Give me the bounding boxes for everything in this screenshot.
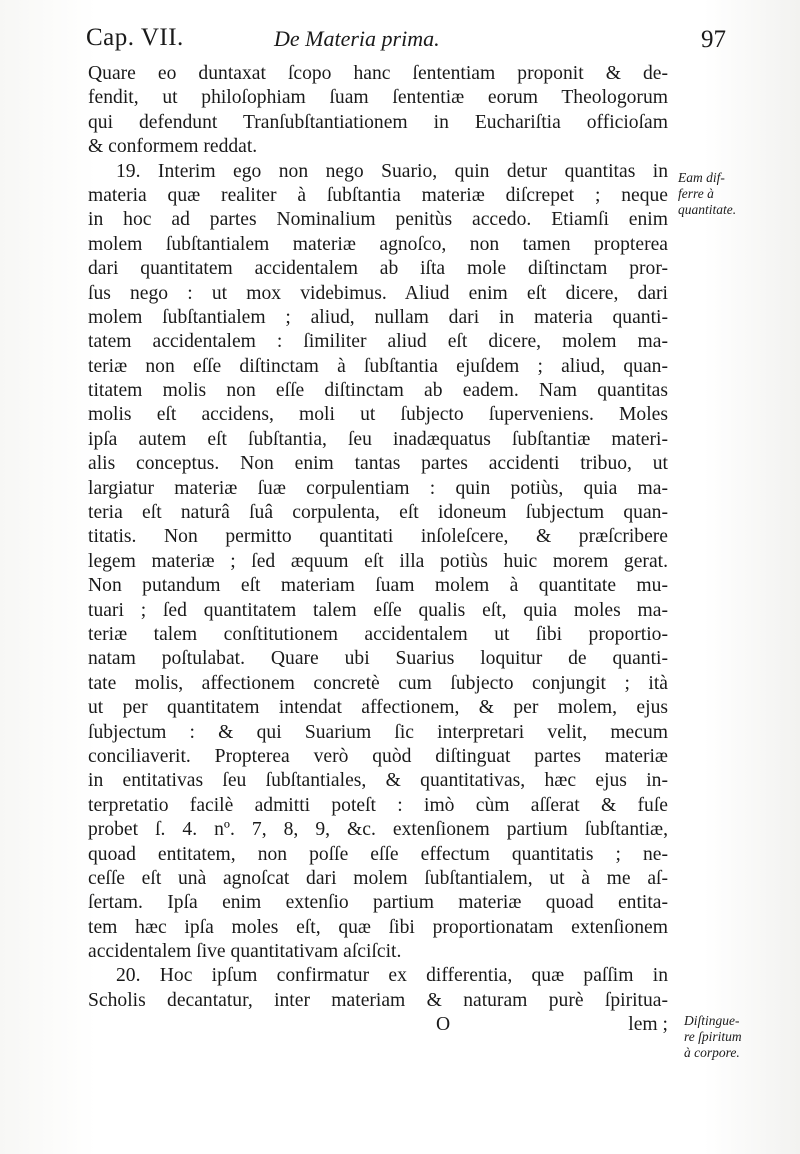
margin-note-line: ferre à bbox=[678, 186, 714, 201]
text-line: ipſa autem eſt ſubſtantia, ſeu inadæquatus ſubſtantiæ materi- bbox=[88, 428, 668, 450]
text-line: natam poſtulabat. Quare ubi Suarius loquitur de quanti- bbox=[88, 648, 668, 670]
text-line: molem ſubſtantialem materiæ agnoſco, non tamen propterea bbox=[88, 233, 668, 255]
text-line: Scholis decantatur, inter materiam & naturam purè ſpiritua- bbox=[88, 989, 668, 1011]
running-header bbox=[86, 20, 726, 60]
text-line: in entitativas ſeu ſubſtantiales, & quantitativas, hæc ejus in- bbox=[88, 770, 668, 792]
paragraph-20-start: 20. Hoc ipſum confirmatur ex differentia, quæ paſſim in bbox=[116, 965, 668, 987]
margin-note-line: Diſtingue- bbox=[684, 1013, 740, 1028]
margin-note-line: quantitate. bbox=[678, 202, 737, 217]
text-line: ſus nego : ut mox videbimus. Aliud enim eſt dicere, dari bbox=[88, 282, 668, 304]
page-number: 97 bbox=[701, 26, 726, 53]
footer-line bbox=[88, 1013, 668, 1037]
text-line: terpretatio facilè admitti poteſt : imò cùm aſſerat & fuſe bbox=[88, 794, 668, 816]
text-line: legem materiæ ; ſed æquum eſt illa potiùs huic morem gerat. bbox=[88, 550, 668, 572]
text-line: materia quæ realiter à ſubſtantia materiæ diſcrepet ; neque bbox=[88, 184, 668, 206]
text-line: tuari ; ſed quantitatem talem eſſe qualis eſt, quia moles ma- bbox=[88, 599, 668, 621]
text-line: dari quantitatem accidentalem ab iſta mole diſtinctam pror- bbox=[88, 258, 668, 280]
text-line: probet ſ. 4. nº. 7, 8, 9, &c. extenſionem partium ſubſtantiæ, bbox=[88, 819, 668, 841]
body-text bbox=[88, 62, 668, 1038]
text-line: quoad entitatem, non poſſe eſſe effectum quantitatis ; ne- bbox=[88, 843, 668, 865]
margin-note-line: à corpore. bbox=[684, 1045, 740, 1060]
text-line: alis conceptus. Non enim tantas partes accidenti tribuo, ut bbox=[88, 453, 668, 475]
text-line: ſertam. Ipſa enim extenſio partium materiæ quoad entita- bbox=[88, 892, 668, 914]
text-line: tate molis, affectionem concretè cum ſubjecto conjungit ; ità bbox=[88, 672, 668, 694]
text-line: molis eſt accidens, moli ut ſubjecto ſuperveniens. Moles bbox=[88, 404, 668, 426]
margin-note-quantity bbox=[678, 170, 788, 218]
text-line: tatem accidentalem : ſimiliter aliud eſt dicere, molem ma- bbox=[88, 331, 668, 353]
text-line: qui defendunt Tranſubſtantiationem in Euchariſtia officioſam bbox=[88, 111, 668, 133]
margin-note-line: Eam dif- bbox=[678, 170, 725, 185]
text-line: ſubjectum : & qui Suarium ſic interpretari velit, mecum bbox=[88, 721, 668, 743]
text-line: tem hæc ipſa moles eſt, quæ ſibi proportionatam extenſionem bbox=[88, 916, 668, 938]
chapter-heading: Cap. VII. bbox=[86, 24, 184, 51]
text-line: in hoc ad partes Nominalium penitùs accedo. Etiamſi enim bbox=[88, 209, 668, 231]
paragraph-19-start: 19. Interim ego non nego Suario, quin detur quantitas in bbox=[116, 160, 668, 182]
text-line: ut per quantitatem intendat affectionem, & per molem, ejus bbox=[88, 697, 668, 719]
text-line: titatis. Non permitto quantitati inſoleſcere, & præſcribere bbox=[88, 526, 668, 548]
text-line: titatem molis non eſſe diſtinctam ab eadem. Nam quantitas bbox=[88, 380, 668, 402]
text-line: ceſſe eſt unà agnoſcat dari molem ſubſtantialem, ut à me aſ- bbox=[88, 867, 668, 889]
text-line: largiatur materiæ ſuæ corpulentiam : quin potiùs, quia ma- bbox=[88, 477, 668, 499]
margin-note-line: re ſpiritum bbox=[684, 1029, 742, 1044]
text-line: molem ſubſtantialem ; aliud, nullam dari in materia quanti- bbox=[88, 306, 668, 328]
text-line: & conformem reddat. bbox=[88, 136, 258, 158]
text-line: teriæ non eſſe diſtinctam à ſubſtantia ejuſdem ; aliud, quan- bbox=[88, 355, 668, 377]
text-line: conciliaverit. Propterea verò quòd diſtinguat partes materiæ bbox=[88, 745, 668, 767]
signature-mark: O bbox=[436, 1014, 451, 1036]
text-line: Non putandum eſt materiam ſuam molem à quantitate mu- bbox=[88, 575, 668, 597]
margin-note-spirit bbox=[684, 1013, 794, 1061]
text-line: Quare eo duntaxat ſcopo hanc ſententiam proponit & de- bbox=[88, 63, 668, 84]
text-line: teriæ talem conſtitutionem accidentalem ut ſibi proportio- bbox=[88, 623, 668, 645]
catchword: lem ; bbox=[628, 1014, 668, 1036]
text-line: teria eſt naturâ ſuâ corpulenta, eſt idoneum ſubjectum quan- bbox=[88, 502, 668, 524]
text-line: fendit, ut philoſophiam ſuam ſententiæ eorum Theologorum bbox=[88, 87, 668, 109]
text-line: accidentalem ſive quantitativam aſciſcit. bbox=[88, 941, 402, 963]
running-title: De Materia prima. bbox=[274, 26, 440, 51]
